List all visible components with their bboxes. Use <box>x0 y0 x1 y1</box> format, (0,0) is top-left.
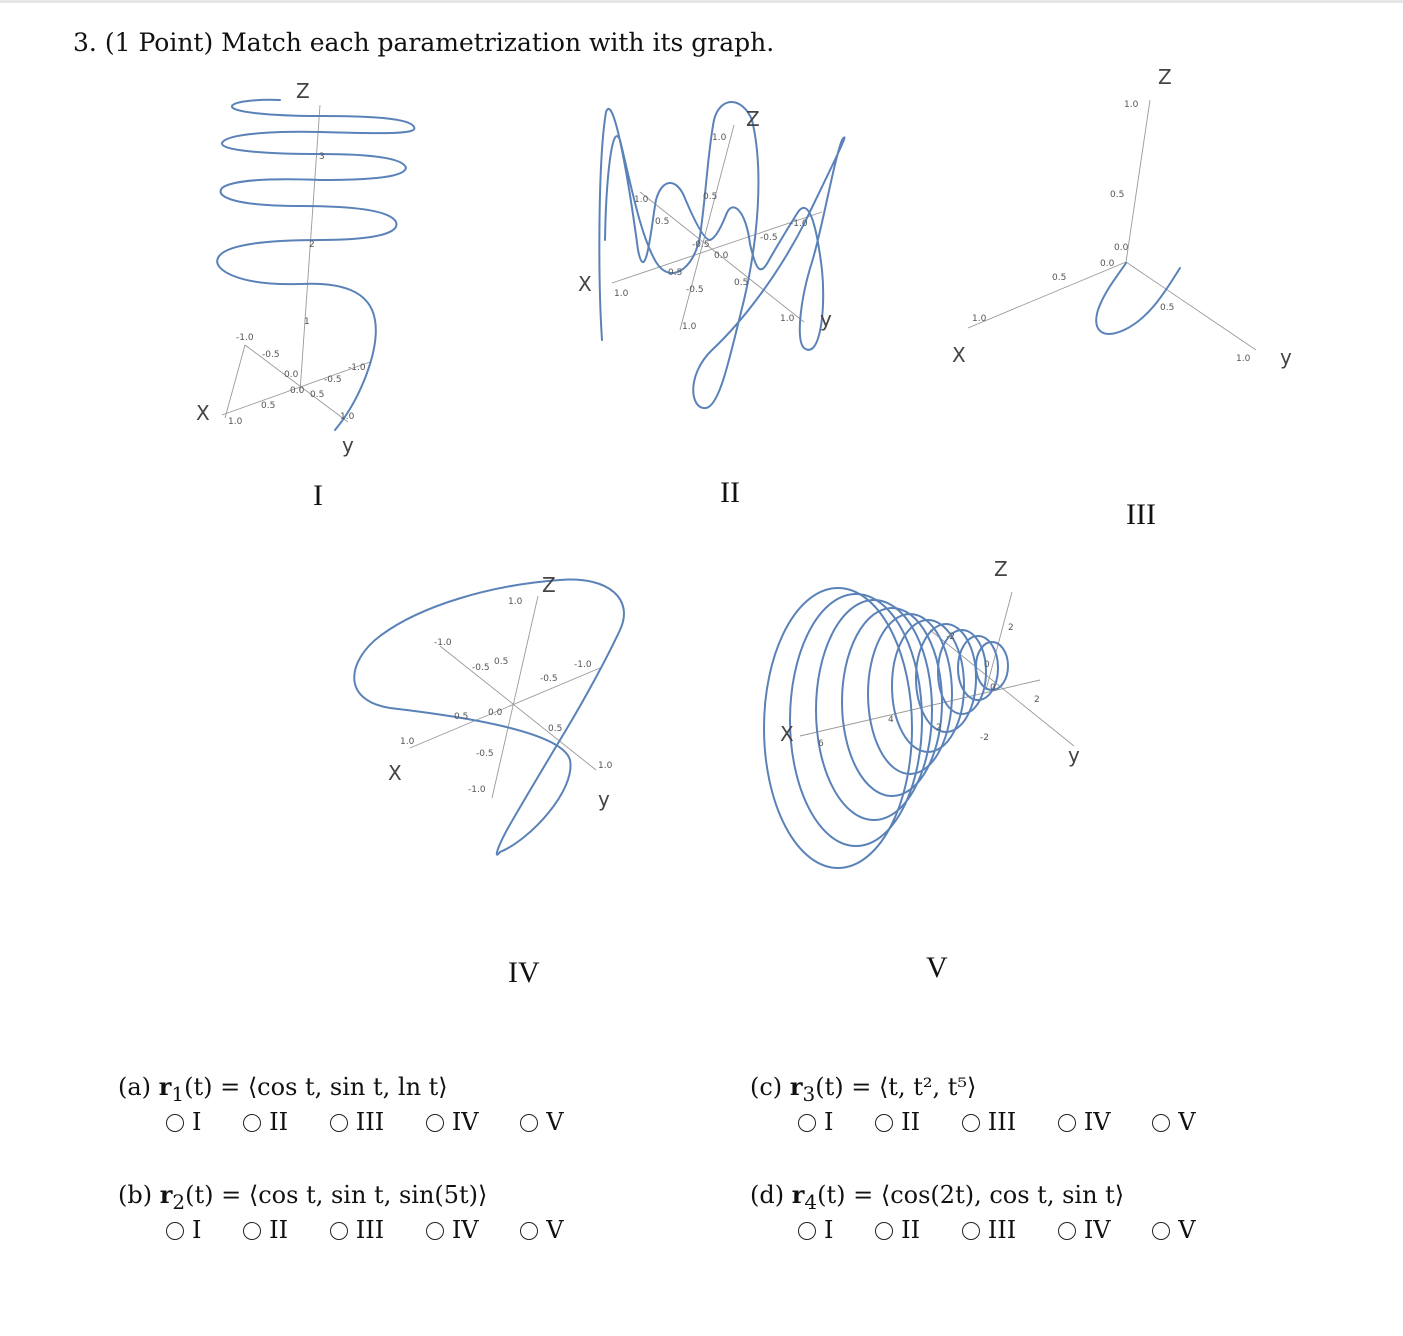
part-b-option-iv[interactable] <box>426 1216 479 1244</box>
part-c-formula <box>750 1072 1230 1106</box>
graph-v-tick-5: 6 <box>818 739 824 749</box>
graph-iv-tick-4: 1.0 <box>400 737 415 747</box>
graph-v <box>764 557 1080 984</box>
part-b-option-i[interactable] <box>166 1216 201 1244</box>
part-b-option-iii[interactable] <box>330 1216 384 1244</box>
graph-ii-tick-12: 0.5 <box>668 268 683 278</box>
part-b-vector: r <box>159 1180 173 1209</box>
graph-iv-tick-11: -0.5 <box>540 674 558 684</box>
graph-v-z-label: Z <box>994 557 1008 581</box>
graph-i-tick-11: 1 <box>304 317 310 327</box>
graph-ii-y-label: y <box>820 307 832 331</box>
part-d-formula <box>750 1180 1230 1214</box>
graph-v-tick-1: -2 <box>946 632 955 642</box>
part-d-option-v[interactable] <box>1152 1216 1195 1244</box>
option-label: I <box>192 1215 202 1244</box>
graph-ii-x-label: X <box>578 272 592 296</box>
option-label: V <box>1178 1215 1196 1244</box>
part-b-option-v[interactable] <box>520 1216 563 1244</box>
graph-i-tick-10: 1.0 <box>340 412 355 422</box>
graph-i-tick-2: -0.5 <box>262 350 280 360</box>
option-label: II <box>901 1215 921 1244</box>
option-label: I <box>192 1107 202 1136</box>
part-c-option-i[interactable] <box>798 1108 833 1136</box>
part-c-option-iv[interactable] <box>1058 1108 1111 1136</box>
graph-iii-tick-4: 0.0 <box>1100 259 1115 269</box>
radio-circle-icon[interactable] <box>330 1114 348 1132</box>
part-c-expression: (t) = ⟨t, t², t⁵⟩ <box>815 1073 977 1101</box>
graph-i-tick-13: 3 <box>319 152 325 162</box>
graph-v-label: V <box>926 951 948 984</box>
part-c-subscript: 3 <box>802 1081 816 1106</box>
graph-iv-tick-7: 0.0 <box>488 708 503 718</box>
graph-i-tick-6: -1.0 <box>348 363 366 373</box>
graph-v-tick-7: -2 <box>980 733 989 743</box>
graph-i-z-label: Z <box>296 79 310 103</box>
part-a-option-i[interactable] <box>166 1108 201 1136</box>
part-a-option-v[interactable] <box>520 1108 563 1136</box>
graph-v-tick-9: 0 <box>990 683 996 693</box>
graph-iii-y-label: y <box>1280 345 1292 369</box>
radio-circle-icon[interactable] <box>330 1222 348 1240</box>
radio-circle-icon[interactable] <box>426 1222 444 1240</box>
part-c-option-v[interactable] <box>1152 1108 1195 1136</box>
radio-circle-icon[interactable] <box>875 1114 893 1132</box>
part-c-vector: r <box>789 1072 803 1101</box>
graph-iv-tick-13: 1.0 <box>598 761 613 771</box>
graph-i-tick-8: 0.0 <box>290 386 305 396</box>
radio-circle-icon[interactable] <box>962 1114 980 1132</box>
graph-iv-tick-1: -1.0 <box>434 638 452 648</box>
graph-iv-y-label: y <box>598 787 610 811</box>
graph-ii-tick-14: 1.0 <box>614 289 629 299</box>
question-number: 3. <box>73 28 97 57</box>
graph-iv-tick-10: -1.0 <box>574 660 592 670</box>
part-a-option-iv[interactable] <box>426 1108 479 1136</box>
graph-iv <box>354 573 624 989</box>
graph-ii-tick-5: 1.0 <box>634 195 649 205</box>
part-b-option-ii[interactable] <box>243 1216 288 1244</box>
graph-iv-label: IV <box>508 956 540 989</box>
radio-circle-icon[interactable] <box>166 1114 184 1132</box>
graph-v-loop-2 <box>790 594 922 846</box>
graph-iii-tick-6: 1.0 <box>972 314 987 324</box>
graph-iii-y-axis <box>1126 262 1256 350</box>
graph-iv-tick-5: 1.0 <box>508 597 523 607</box>
radio-circle-icon[interactable] <box>520 1114 538 1132</box>
graph-iii-tick-1: 1.0 <box>1124 100 1139 110</box>
radio-circle-icon[interactable] <box>520 1222 538 1240</box>
graph-iv-x-axis <box>410 668 600 748</box>
option-label: V <box>546 1215 564 1244</box>
part-c <box>750 1072 1230 1136</box>
option-label: III <box>355 1215 385 1244</box>
part-a-option-iii[interactable] <box>330 1108 384 1136</box>
part-c-option-ii[interactable] <box>875 1108 920 1136</box>
graph-ii <box>578 102 844 509</box>
part-a-subscript: 1 <box>171 1081 185 1106</box>
radio-circle-icon[interactable] <box>243 1114 261 1132</box>
part-b <box>118 1180 598 1244</box>
graph-iv-tick-2: -0.5 <box>472 663 490 673</box>
part-c-options <box>798 1108 1230 1136</box>
graph-iii-tick-2: 0.5 <box>1110 190 1125 200</box>
radio-circle-icon[interactable] <box>798 1222 816 1240</box>
part-d-vector: r <box>791 1180 805 1209</box>
part-d-option-ii[interactable] <box>875 1216 920 1244</box>
graph-iii-x-label: X <box>952 343 966 367</box>
radio-circle-icon[interactable] <box>426 1114 444 1132</box>
radio-circle-icon[interactable] <box>166 1222 184 1240</box>
part-a-expression: (t) = ⟨cos t, sin t, ln t⟩ <box>184 1073 448 1101</box>
graph-iv-tick-3: 0.5 <box>454 712 469 722</box>
radio-circle-icon[interactable] <box>875 1222 893 1240</box>
graph-ii-tick-13: -0.5 <box>692 240 710 250</box>
graph-iii-x-axis <box>968 262 1126 328</box>
part-a-vector: r <box>158 1072 172 1101</box>
graph-iv-tick-12: 0.5 <box>548 724 563 734</box>
graph-ii-tick-3: -0.5 <box>686 285 704 295</box>
graph-iv-tick-6: 0.5 <box>494 657 509 667</box>
graph-v-x-label: X <box>780 722 794 746</box>
radio-circle-icon[interactable] <box>1058 1114 1076 1132</box>
option-label: V <box>546 1107 564 1136</box>
part-a-option-ii[interactable] <box>243 1108 288 1136</box>
graph-ii-tick-4: 1.0 <box>682 322 697 332</box>
option-label: III <box>355 1107 385 1136</box>
graph-iii-label: III <box>1126 498 1156 531</box>
question-text: (1 Point) Match each parametrization with its graph. <box>104 28 775 57</box>
radio-circle-icon[interactable] <box>798 1114 816 1132</box>
graph-iii-tick-5: 0.5 <box>1052 273 1067 283</box>
part-a-formula <box>118 1072 598 1106</box>
option-label: II <box>269 1215 289 1244</box>
part-a <box>118 1072 598 1136</box>
graph-iii-tick-3: 0.0 <box>1114 243 1129 253</box>
part-a-label: (a) <box>118 1073 152 1101</box>
option-label: II <box>269 1107 289 1136</box>
graph-ii-tick-2: 0.5 <box>703 192 718 202</box>
graph-iii-tick-7: 0.5 <box>1160 303 1175 313</box>
graph-ii-tick-9: -1.0 <box>790 219 808 229</box>
graph-v-tick-3: 2 <box>936 723 942 733</box>
graph-i-axis-a <box>225 345 245 418</box>
radio-circle-icon[interactable] <box>962 1222 980 1240</box>
graph-iii <box>952 65 1292 531</box>
graph-iii-z-axis <box>1126 100 1150 262</box>
graph-i-tick-1: -1.0 <box>236 333 254 343</box>
graph-i-label: I <box>313 479 323 512</box>
graph-ii-tick-10: 0.5 <box>734 278 749 288</box>
graph-iii-z-label: Z <box>1158 65 1172 89</box>
graph-iii-tick-8: 1.0 <box>1236 354 1251 364</box>
graph-ii-tick-7: 0.0 <box>714 251 729 261</box>
part-d-expression: (t) = ⟨cos(2t), cos t, sin t⟩ <box>817 1181 1125 1209</box>
graph-i <box>196 79 414 512</box>
option-label: IV <box>451 1107 479 1136</box>
graph-v-tick-2: 0 <box>984 660 990 670</box>
graph-iii-curve <box>1096 263 1180 334</box>
graph-iv-tick-9: -1.0 <box>468 785 486 795</box>
part-d-label: (d) <box>750 1181 785 1209</box>
part-c-label: (c) <box>750 1073 783 1101</box>
graph-ii-label: II <box>720 476 740 509</box>
graph-v-tick-8: 2 <box>1034 695 1040 705</box>
radio-circle-icon[interactable] <box>1152 1114 1170 1132</box>
graph-iv-z-label: Z <box>542 573 556 597</box>
graph-ii-tick-6: 0.5 <box>655 217 670 227</box>
graph-v-tick-4: 4 <box>888 715 894 725</box>
radio-circle-icon[interactable] <box>243 1222 261 1240</box>
graph-i-tick-7: -0.5 <box>324 375 342 385</box>
graph-ii-tick-1: 1.0 <box>712 133 727 143</box>
graph-i-tick-9: 0.5 <box>310 390 325 400</box>
graph-ii-z-label: Z <box>746 107 760 131</box>
part-d-option-iv[interactable] <box>1058 1216 1111 1244</box>
part-b-expression: (t) = ⟨cos t, sin t, sin(5t)⟩ <box>185 1181 488 1209</box>
part-b-label: (b) <box>118 1181 153 1209</box>
graph-ii-tick-11: 1.0 <box>780 314 795 324</box>
part-b-subscript: 2 <box>172 1189 186 1214</box>
graph-i-y-label: y <box>342 433 354 457</box>
option-label: I <box>824 1215 834 1244</box>
option-label: IV <box>1083 1107 1111 1136</box>
graph-iv-y-axis <box>440 646 596 770</box>
part-d-options <box>798 1216 1230 1244</box>
graph-i-curve <box>217 100 414 430</box>
option-label: IV <box>451 1215 479 1244</box>
graph-i-x-label: X <box>196 401 210 425</box>
option-label: I <box>824 1107 834 1136</box>
option-label: III <box>987 1215 1017 1244</box>
part-d-option-iii[interactable] <box>962 1216 1016 1244</box>
graph-i-tick-4: 0.5 <box>261 401 276 411</box>
option-label: IV <box>1083 1215 1111 1244</box>
radio-circle-icon[interactable] <box>1058 1222 1076 1240</box>
graph-ii-z-axis <box>680 125 734 330</box>
part-d-option-i[interactable] <box>798 1216 833 1244</box>
option-label: III <box>987 1107 1017 1136</box>
graph-v-y-label: y <box>1068 743 1080 767</box>
option-label: V <box>1178 1107 1196 1136</box>
part-b-formula <box>118 1180 598 1214</box>
graph-i-tick-5: 1.0 <box>228 417 243 427</box>
part-d <box>750 1180 1230 1244</box>
graph-iv-tick-8: -0.5 <box>476 749 494 759</box>
part-b-options <box>166 1216 598 1244</box>
graph-i-tick-3: 0.0 <box>284 370 299 380</box>
graph-v-tick-6: 2 <box>1008 623 1014 633</box>
graph-iv-x-label: X <box>388 761 402 785</box>
graph-ii-tick-8: -0.5 <box>760 233 778 243</box>
radio-circle-icon[interactable] <box>1152 1222 1170 1240</box>
graph-i-tick-12: 2 <box>309 240 315 250</box>
graph-v-loop-8 <box>938 630 986 714</box>
option-label: II <box>901 1107 921 1136</box>
part-d-subscript: 4 <box>804 1189 818 1214</box>
part-a-options <box>166 1108 598 1136</box>
part-c-option-iii[interactable] <box>962 1108 1016 1136</box>
